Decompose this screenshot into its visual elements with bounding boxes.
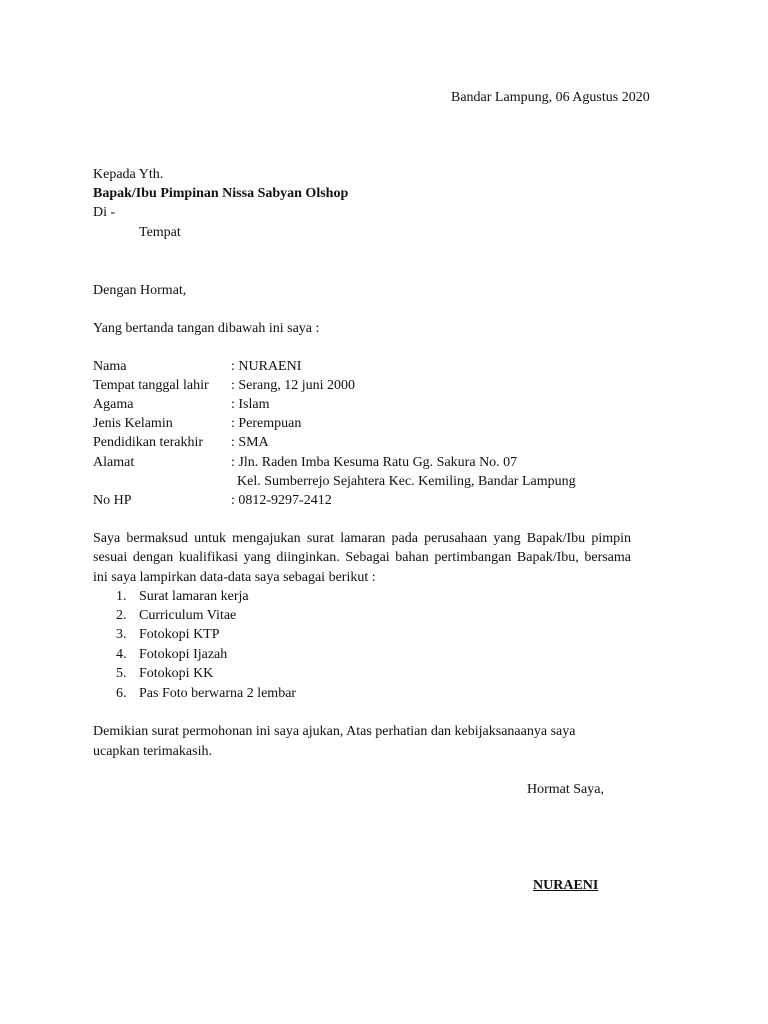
greeting: Dengan Hormat, — [93, 283, 187, 298]
field-value: : Jln. Raden Imba Kesuma Ratu Gg. Sakura No. 07 — [231, 455, 518, 470]
list-item: Curriculum Vitae — [139, 608, 237, 623]
list-item: Fotokopi Ijazah — [139, 647, 228, 662]
field-value-continued: Kel. Sumberrejo Sejahtera Kec. Kemiling, Bandar Lampung — [237, 474, 576, 489]
list-number: 1. — [116, 589, 127, 604]
body-line: sesuai dengan kualifikasi yang diinginkan. Sebagai bahan pertimbangan Bapak/Ibu, bersama — [93, 550, 631, 565]
body-line: Saya bermaksud untuk mengajukan surat lamaran pada perusahaan yang Bapak/Ibu pimpin — [93, 531, 631, 546]
list-number: 5. — [116, 666, 127, 681]
body-line: ini saya lampirkan data-data saya sebagai berikut : — [93, 570, 376, 585]
list-number: 4. — [116, 647, 127, 662]
field-label: No HP — [93, 493, 132, 508]
place-date: Bandar Lampung, 06 Agustus 2020 — [451, 90, 650, 105]
field-value: : Islam — [231, 397, 270, 412]
field-label: Jenis Kelamin — [93, 416, 173, 431]
list-number: 6. — [116, 686, 127, 701]
recipient-di: Di - — [93, 205, 116, 220]
field-value: : Perempuan — [231, 416, 302, 431]
recipient-salutation: Kepada Yth. — [93, 167, 164, 182]
list-item: Fotokopi KTP — [139, 627, 220, 642]
sign-off: Hormat Saya, — [527, 782, 604, 797]
field-value: : NURAENI — [231, 359, 302, 374]
closing-line: Demikian surat permohonan ini saya ajukan, Atas perhatian dan kebijaksanaanya saya — [93, 724, 576, 739]
signature-name: NURAENI — [533, 878, 599, 893]
list-item: Surat lamaran kerja — [139, 589, 249, 604]
field-value: : 0812-9297-2412 — [231, 493, 332, 508]
list-number: 2. — [116, 608, 127, 623]
list-number: 3. — [116, 627, 127, 642]
field-label: Tempat tanggal lahir — [93, 378, 209, 393]
field-label: Pendidikan terakhir — [93, 435, 204, 450]
field-label: Alamat — [93, 455, 135, 470]
closing-line: ucapkan terimakasih. — [93, 744, 212, 759]
recipient-tempat: Tempat — [139, 225, 181, 240]
field-value: : Serang, 12 juni 2000 — [231, 378, 356, 393]
list-item: Fotokopi KK — [139, 666, 214, 681]
field-label: Nama — [93, 359, 127, 374]
field-value: : SMA — [231, 435, 269, 450]
list-item: Pas Foto berwarna 2 lembar — [139, 686, 297, 701]
field-label: Agama — [93, 397, 134, 412]
intro-text: Yang bertanda tangan dibawah ini saya : — [93, 321, 320, 336]
recipient-name: Bapak/Ibu Pimpinan Nissa Sabyan Olshop — [93, 186, 349, 201]
